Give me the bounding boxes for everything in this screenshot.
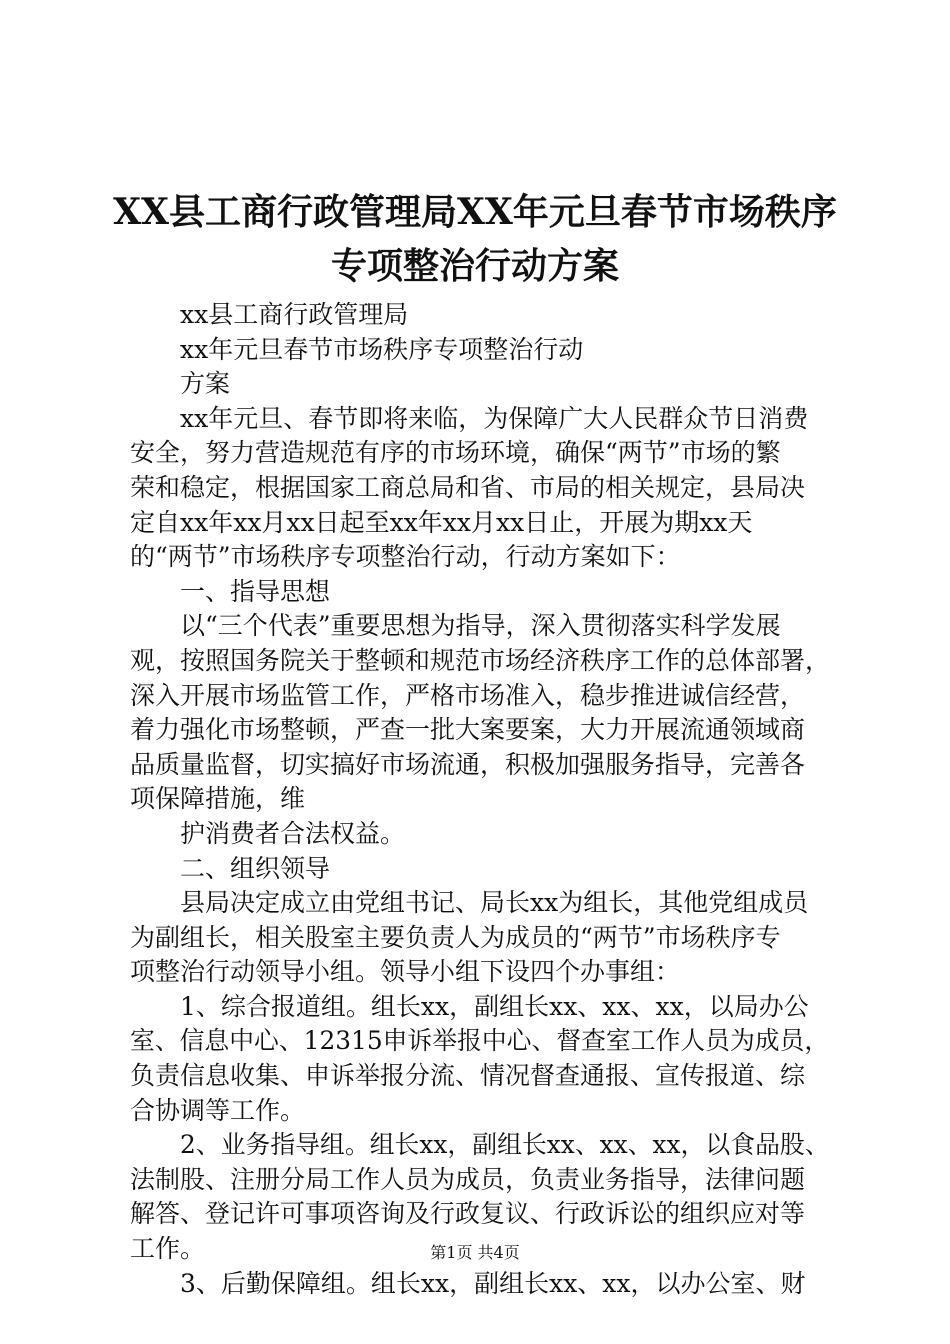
body-line: 工作。 [130, 1234, 206, 1264]
body-line: 一、指导思想 [180, 576, 331, 606]
body-line: 解答、登记许可事项咨询及行政复议、行政诉讼的组织应对等 [130, 1199, 806, 1229]
body-line: 项保障措施，维 [130, 784, 306, 814]
document-title-line-1: XX县工商行政管理局XX年元旦春节市场秩序 [113, 191, 837, 233]
body-line: 观，按照国务院关于整顿和规范市场经济秩序工作的总体部署， [130, 645, 831, 675]
body-line: 安全，努力营造规范有序的市场环境，确保“两节”市场的繁 [130, 438, 781, 468]
body-line: xx县工商行政管理局 [180, 300, 409, 329]
body-line: 着力强化市场整顿，严查一批大案要案，大力开展流通领域商 [130, 715, 806, 745]
body-line: xx年元旦春节市场秩序专项整治行动 [180, 334, 584, 364]
body-line: 3、后勤保障组。组长xx，副组长xx、xx，以办公室、财 [180, 1268, 806, 1298]
body-line: 以“三个代表”重要思想为指导，深入贯彻落实科学发展 [180, 611, 781, 641]
body-line: 的“两节”市场秩序专项整治行动，行动方案如下： [130, 542, 681, 572]
body-line: 县局决定成立由党组书记、局长xx为组长，其他党组成员 [180, 888, 809, 918]
body-line: xx年元旦、春节即将来临，为保障广大人民群众节日消费 [180, 403, 809, 433]
body-line: 荣和稳定，根据国家工商总局和省、市局的相关规定，县局决 [130, 472, 806, 502]
body-line: 1、综合报道组。组长xx，副组长xx、xx、xx，以局办公 [180, 991, 809, 1021]
body-line: 项整治行动领导小组。领导小组下设四个办事组： [130, 957, 681, 987]
body-line: 二、组织领导 [180, 853, 331, 883]
body-line: 法制股、注册分局工作人员为成员，负责业务指导，法律问题 [130, 1164, 806, 1194]
body-line: 护消费者合法权益。 [180, 818, 406, 848]
page-footer: 第1页 共4页 [430, 1243, 520, 1262]
body-line: 深入开展市场监管工作，严格市场准入，稳步推进诚信经营， [130, 680, 806, 710]
body-line: 合协调等工作。 [130, 1095, 306, 1125]
body-line: 品质量监督，切实搞好市场流通，积极加强服务指导，完善各 [130, 749, 806, 779]
body-line: 方案 [180, 369, 231, 399]
document-body [130, 298, 830, 1301]
body-line: 2、业务指导组。组长xx，副组长xx、xx、xx，以食品股、 [180, 1130, 830, 1160]
body-line: 定自xx年xx月xx日起至xx年xx月xx日止，开展为期xx天 [130, 507, 753, 537]
document-title-line-2: 专项整治行动方案 [330, 245, 619, 287]
body-line: 室、信息中心、12315申诉举报中心、督查室工作人员为成员， [130, 1026, 830, 1056]
body-line: 负责信息收集、申诉举报分流、情况督查通报、宣传报道、综 [130, 1061, 806, 1091]
body-line: 为副组长，相关股室主要负责人为成员的“两节”市场秩序专 [130, 922, 781, 952]
